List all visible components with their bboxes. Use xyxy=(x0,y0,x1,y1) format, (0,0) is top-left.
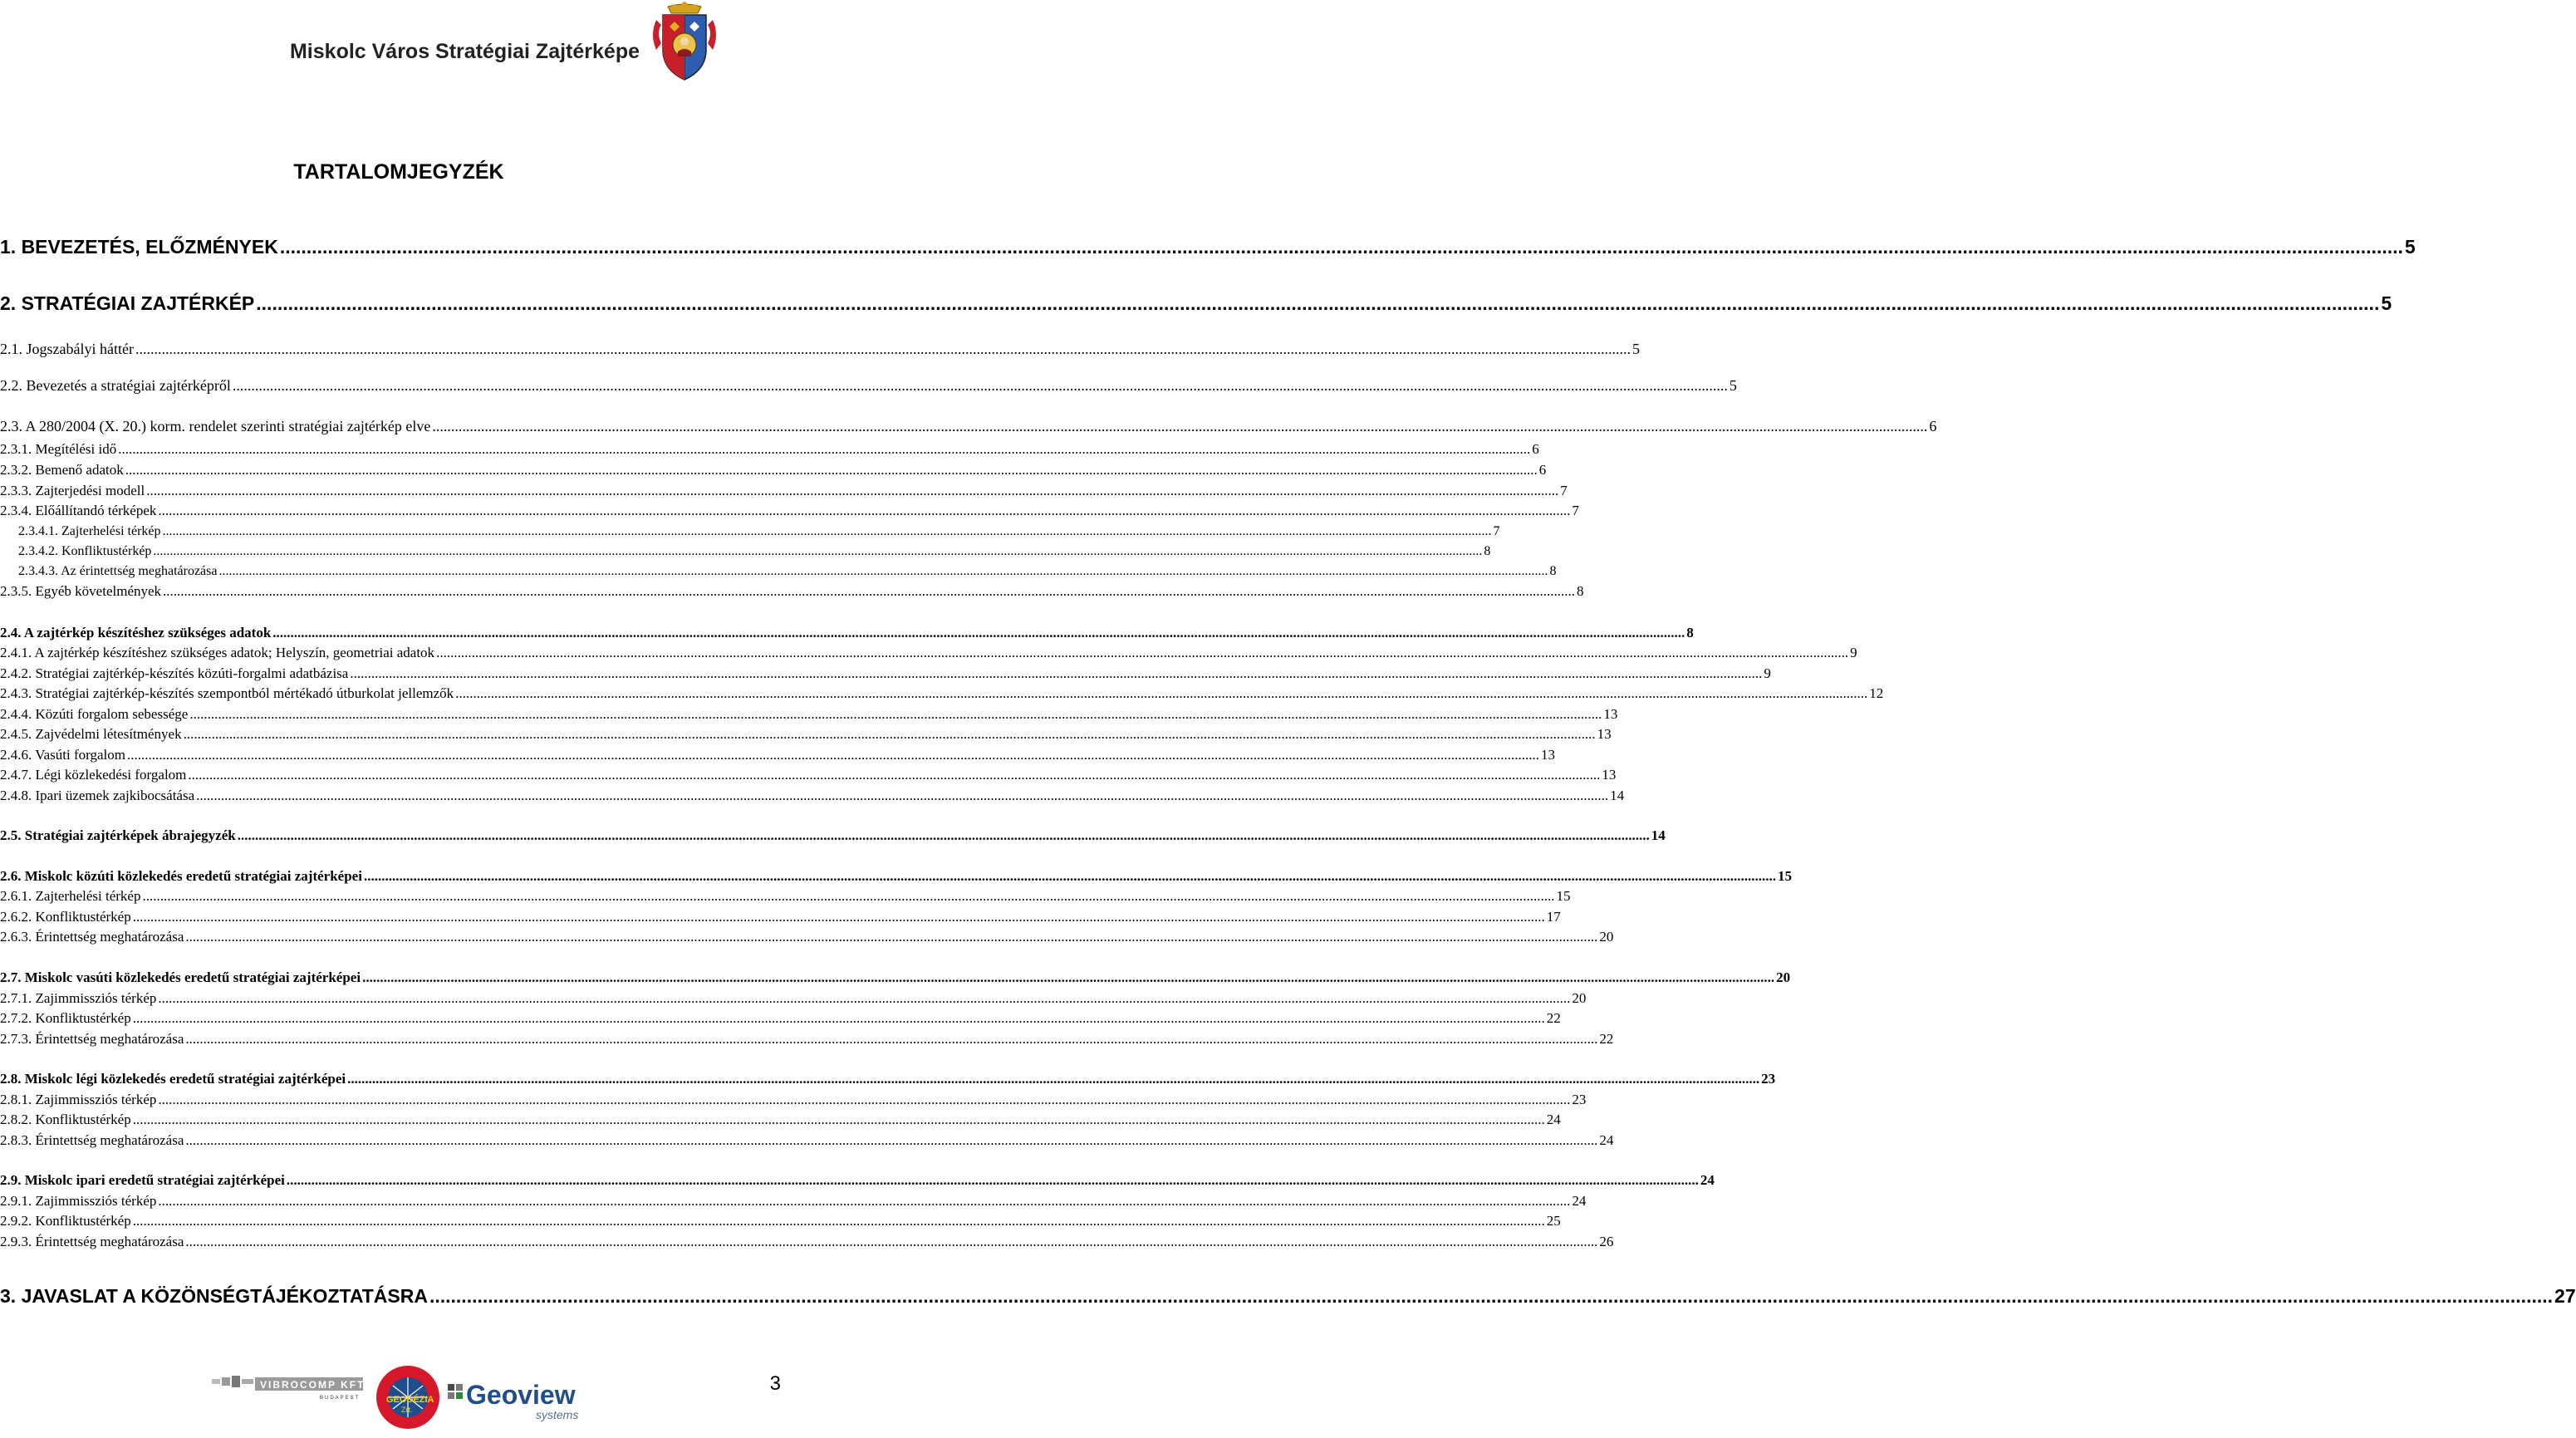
toc-heading: TARTALOMJEGYZÉK xyxy=(293,160,504,184)
toc-leader-dots: ................................................................................................................................................................................................................................................................................................................................................................................................................ xyxy=(146,483,1559,498)
vibrocomp-text: VIBROCOMP KFT xyxy=(260,1379,366,1391)
toc-entry-page: 22 xyxy=(1546,1010,1561,1026)
toc-entry-label: 2.4.3. Stratégiai zajtérkép-készítés szempontból mértékadó útburkolat jellemzők xyxy=(0,685,454,701)
toc-entry-label: 1. BEVEZETÉS, ELŐZMÉNYEK xyxy=(0,236,278,258)
toc-entry-label: 2.3.4.3. Az érintettség meghatározása xyxy=(18,564,218,578)
toc-leader-dots: ................................................................................................................................................................................................................................................................................................................................................................................................................ xyxy=(135,341,1631,357)
toc-entry[interactable] xyxy=(0,434,1539,457)
toc-entry[interactable] xyxy=(0,1004,1561,1026)
toc-leader-dots: ................................................................................................................................................................................................................................................................................................................................................................................................................ xyxy=(362,969,1775,985)
toc-entry[interactable] xyxy=(0,476,1568,498)
toc-entry-page: 13 xyxy=(1597,726,1612,742)
toc-entry-page: 27 xyxy=(2554,1285,2576,1307)
toc-entry-page: 7 xyxy=(1493,524,1500,538)
toc-leader-dots: ................................................................................................................................................................................................................................................................................................................................................................................................................ xyxy=(363,868,1776,884)
toc-entry-page: 15 xyxy=(1777,868,1792,884)
toc-entry-page: 5 xyxy=(2381,292,2392,314)
toc-entry-label: 2.8.1. Zajimmissziós térkép xyxy=(0,1092,157,1107)
toc-entry[interactable] xyxy=(0,821,1666,843)
toc-entry-page: 9 xyxy=(1850,645,1857,660)
geodezia-subtext: Zrt. xyxy=(401,1406,413,1414)
toc-entry[interactable] xyxy=(0,861,1792,884)
toc-entry-page: 6 xyxy=(1538,462,1547,478)
toc-entry-label: 2.3.4.2. Konfliktustérkép xyxy=(18,544,152,558)
toc-entry-page: 24 xyxy=(1546,1112,1561,1127)
toc-leader-dots: ................................................................................................................................................................................................................................................................................................................................................................................................................ xyxy=(132,909,1545,925)
page-number: 3 xyxy=(769,1372,781,1395)
toc-entry-label: 2.4. A zajtérkép készítéshez szükséges adatok xyxy=(0,625,272,640)
toc-entry[interactable] xyxy=(0,1206,1561,1229)
toc-entry-label: 2.3.1. Megítélési idő xyxy=(0,441,117,457)
geoview-text: Geoview xyxy=(466,1380,576,1410)
toc-entry[interactable] xyxy=(0,719,1612,742)
toc-entry-page: 6 xyxy=(1532,441,1539,457)
toc-entry-label: 2.3. A 280/2004 (X. 20.) korm. rendelet szerinti stratégiai zajtérkép elve xyxy=(0,418,431,434)
toc-entry-page: 7 xyxy=(1560,483,1568,498)
toc-entry-page: 8 xyxy=(1549,564,1557,578)
toc-leader-dots: ................................................................................................................................................................................................................................................................................................................................................................................................................ xyxy=(132,1010,1545,1026)
toc-entry-page: 8 xyxy=(1686,625,1694,640)
toc-leader-dots: ................................................................................................................................................................................................................................................................................................................................................................................................................ xyxy=(183,726,1596,742)
toc-leader-dots: ................................................................................................................................................................................................................................................................................................................................................................................................................ xyxy=(158,1092,1571,1107)
toc-entry-label: 2.5. Stratégiai zajtérképek ábrajegyzék xyxy=(0,827,236,843)
toc-entry-page: 6 xyxy=(1929,418,1937,434)
toc-leader-dots: ................................................................................................................................................................................................................................................................................................................................................................................................................ xyxy=(132,1213,1545,1229)
toc-entry-page: 5 xyxy=(1729,377,1737,394)
toc-leader-dots: ................................................................................................................................................................................................................................................................................................................................................................................................................ xyxy=(432,418,1928,434)
toc-entry[interactable] xyxy=(0,496,1579,518)
toc-leader-dots: ................................................................................................................................................................................................................................................................................................................................................................................................................ xyxy=(347,1071,1760,1087)
toc-entry-label: 2.3.4.1. Zajterhelési térkép xyxy=(18,524,161,538)
toc-entry-label: 3. JAVASLAT A KÖZÖNSÉGTÁJÉKOZTATÁSRA xyxy=(0,1285,428,1307)
toc-entry-page: 9 xyxy=(1764,665,1771,681)
toc-entry[interactable] xyxy=(0,679,1884,701)
toc-leader-dots: ................................................................................................................................................................................................................................................................................................................................................................................................................ xyxy=(158,503,1571,518)
toc-entry-label: 2.9.1. Zajimmissziós térkép xyxy=(0,1193,157,1209)
toc-leader-dots: ................................................................................................................................................................................................................................................................................................................................................................................................................ xyxy=(455,685,1868,701)
toc-leader-dots: ................................................................................................................................................................................................................................................................................................................................................................................................................ xyxy=(185,1031,1598,1047)
toc-entry[interactable] xyxy=(0,1085,1587,1107)
toc-entry-label: 2.9.3. Érintettség meghatározása xyxy=(0,1234,184,1249)
toc-leader-dots: ................................................................................................................................................................................................................................................................................................................................................................................................................ xyxy=(163,583,1576,599)
toc-entry-label: 2.3.2. Bemenő adatok xyxy=(0,462,124,478)
toc-entry-label: 2.8.3. Érintettség meghatározása xyxy=(0,1132,184,1148)
toc-entry-label: 2.7.3. Érintettség meghatározása xyxy=(0,1031,184,1047)
vibrocomp-subtext: BUDAPEST xyxy=(320,1396,361,1401)
toc-leader-dots: ................................................................................................................................................................................................................................................................................................................................................................................................................ xyxy=(196,788,1609,803)
toc-entry-page: 5 xyxy=(2404,236,2416,258)
geoview-subtext: systems xyxy=(536,1408,579,1421)
toc-entry-page: 8 xyxy=(1577,583,1584,599)
toc-entry-page: 25 xyxy=(1546,1213,1561,1229)
toc-entry[interactable] xyxy=(0,537,1491,558)
toc-entry[interactable] xyxy=(0,1284,2576,1307)
toc-entry[interactable] xyxy=(0,1186,1587,1209)
toc-entry[interactable] xyxy=(0,881,1571,904)
toc-leader-dots: ................................................................................................................................................................................................................................................................................................................................................................................................................ xyxy=(279,236,2403,258)
toc-leader-dots: ................................................................................................................................................................................................................................................................................................................................................................................................................ xyxy=(142,888,1555,904)
toc-leader-dots: ................................................................................................................................................................................................................................................................................................................................................................................................................ xyxy=(232,377,1728,394)
toc-entry-label: 2.2. Bevezetés a stratégiai zajtérképről xyxy=(0,377,231,394)
toc-entry-label: 2.4.5. Zajvédelmi létesítmények xyxy=(0,726,182,742)
toc-entry[interactable] xyxy=(0,781,1625,803)
toc-entry[interactable] xyxy=(0,699,1618,722)
toc-entry-label: 2.1. Jogszabályi háttér xyxy=(0,341,134,357)
vibrocomp-logo xyxy=(212,1376,365,1401)
toc-entry[interactable] xyxy=(0,1105,1561,1127)
toc-entry-label: 2.7. Miskolc vasúti közlekedés eredetű stratégiai zajtérképei xyxy=(0,969,361,985)
toc-entry[interactable] xyxy=(0,292,2392,314)
toc-entry-page: 13 xyxy=(1603,706,1618,722)
toc-entry-label: 2.6.3. Érintettség meghatározása xyxy=(0,929,184,945)
toc-entry[interactable] xyxy=(0,760,1617,783)
toc-leader-dots: ................................................................................................................................................................................................................................................................................................................................................................................................................ xyxy=(436,645,1849,660)
toc-entry[interactable] xyxy=(0,1166,1715,1188)
geodezia-text: GEODÉZIA xyxy=(386,1395,434,1405)
toc-entry[interactable] xyxy=(0,557,1557,578)
toc-entry[interactable] xyxy=(0,335,1640,357)
toc-entry-page: 15 xyxy=(1556,888,1571,904)
toc-leader-dots: ................................................................................................................................................................................................................................................................................................................................................................................................................ xyxy=(237,827,1650,843)
toc-entry-label: 2.9.2. Konfliktustérkép xyxy=(0,1213,131,1229)
toc-entry-label: 2.8. Miskolc légi közlekedés eredetű stratégiai zajtérképei xyxy=(0,1071,346,1087)
toc-leader-dots: ................................................................................................................................................................................................................................................................................................................................................................................................................ xyxy=(158,990,1571,1006)
toc-entry[interactable] xyxy=(0,659,1771,681)
toc-leader-dots: ................................................................................................................................................................................................................................................................................................................................................................................................................ xyxy=(185,1234,1598,1249)
toc-entry[interactable] xyxy=(0,902,1561,925)
toc-entry[interactable] xyxy=(0,1227,1614,1249)
toc-leader-dots: ................................................................................................................................................................................................................................................................................................................................................................................................................ xyxy=(185,929,1598,945)
footer-logos xyxy=(212,1361,611,1434)
geoview-logo xyxy=(448,1380,578,1421)
toc-entry[interactable] xyxy=(0,412,1937,434)
toc-entry[interactable] xyxy=(0,638,1857,660)
toc-entry-label: 2.6.1. Zajterhelési térkép xyxy=(0,888,141,904)
toc-leader-dots: ................................................................................................................................................................................................................................................................................................................................................................................................................ xyxy=(118,441,1531,457)
toc-leader-dots: ................................................................................................................................................................................................................................................................................................................................................................................................................ xyxy=(162,524,1492,538)
toc-entry-page: 14 xyxy=(1610,788,1625,803)
toc-leader-dots: ................................................................................................................................................................................................................................................................................................................................................................................................................ xyxy=(218,564,1548,578)
toc-entry[interactable] xyxy=(0,984,1587,1006)
toc-leader-dots: ................................................................................................................................................................................................................................................................................................................................................................................................................ xyxy=(429,1285,2554,1307)
toc-entry-page: 13 xyxy=(1540,747,1555,763)
toc-leader-dots: ................................................................................................................................................................................................................................................................................................................................................................................................................ xyxy=(188,767,1601,783)
toc-entry-label: 2.3.3. Zajterjedési modell xyxy=(0,483,145,498)
toc-entry-page: 24 xyxy=(1599,1132,1614,1148)
toc-entry-page: 23 xyxy=(1572,1092,1587,1107)
toc-entry-page: 20 xyxy=(1776,969,1791,985)
toc-leader-dots: ................................................................................................................................................................................................................................................................................................................................................................................................................ xyxy=(189,706,1602,722)
toc-entry-label: 2.4.4. Közúti forgalom sebessége xyxy=(0,706,189,722)
toc-entry-label: 2.4.2. Stratégiai zajtérkép-készítés közúti-forgalmi adatbázisa xyxy=(0,665,349,681)
toc-entry[interactable] xyxy=(0,1024,1614,1047)
toc-entry-page: 8 xyxy=(1484,544,1491,558)
toc-entry-label: 2.8.2. Konfliktustérkép xyxy=(0,1112,131,1127)
toc-entry[interactable] xyxy=(0,235,2416,258)
toc-leader-dots: ................................................................................................................................................................................................................................................................................................................................................................................................................ xyxy=(126,747,1539,763)
toc-entry-page: 24 xyxy=(1700,1172,1715,1188)
toc-entry-page: 24 xyxy=(1572,1193,1587,1209)
toc-leader-dots: ................................................................................................................................................................................................................................................................................................................................................................................................................ xyxy=(350,665,1763,681)
toc-entry-page: 17 xyxy=(1546,909,1561,925)
toc-entry-page: 13 xyxy=(1602,767,1617,783)
toc-entry-label: 2. STRATÉGIAI ZAJTÉRKÉP xyxy=(0,292,255,314)
toc-entry[interactable] xyxy=(0,455,1547,478)
toc-leader-dots: ................................................................................................................................................................................................................................................................................................................................................................................................................ xyxy=(132,1112,1545,1127)
toc-entry-page: 26 xyxy=(1599,1234,1614,1249)
toc-entry-page: 14 xyxy=(1651,827,1666,843)
toc-leader-dots: ................................................................................................................................................................................................................................................................................................................................................................................................................ xyxy=(125,462,1538,478)
toc-entry-page: 23 xyxy=(1761,1071,1776,1087)
toc-entry-page: 22 xyxy=(1599,1031,1614,1047)
toc-entry-label: 2.4.1. A zajtérkép készítéshez szükséges adatok; Helyszín, geometriai adatok xyxy=(0,645,435,660)
toc-entry-label: 2.6. Miskolc közúti közlekedés eredetű stratégiai zajtérképei xyxy=(0,868,362,884)
toc-entry[interactable] xyxy=(0,517,1500,538)
toc-leader-dots: ................................................................................................................................................................................................................................................................................................................................................................................................................ xyxy=(158,1193,1571,1209)
toc-entry[interactable] xyxy=(0,577,1584,599)
toc-entry-page: 20 xyxy=(1572,990,1587,1006)
toc-entry-label: 2.6.2. Konfliktustérkép xyxy=(0,909,131,925)
toc-entry-label: 2.4.8. Ipari üzemek zajkibocsátása xyxy=(0,788,195,803)
toc-leader-dots: ................................................................................................................................................................................................................................................................................................................................................................................................................ xyxy=(286,1172,1699,1188)
geodezia-logo xyxy=(376,1366,439,1429)
toc-entry[interactable] xyxy=(0,618,1694,640)
toc-entry[interactable] xyxy=(0,371,1737,394)
toc-entry-page: 7 xyxy=(1572,503,1579,518)
toc-entry-label: 2.4.7. Légi közlekedési forgalom xyxy=(0,767,187,783)
toc-entry[interactable] xyxy=(0,963,1791,985)
toc-leader-dots: ................................................................................................................................................................................................................................................................................................................................................................................................................ xyxy=(185,1132,1598,1148)
toc-entry[interactable] xyxy=(0,740,1555,763)
toc-entry-label: 2.7.2. Konfliktustérkép xyxy=(0,1010,131,1026)
toc-entry-page: 20 xyxy=(1599,929,1614,945)
document-title: Miskolc Város Stratégiai Zajtérképe xyxy=(289,40,640,63)
toc-leader-dots: ................................................................................................................................................................................................................................................................................................................................................................................................................ xyxy=(272,625,1685,640)
toc-entry-label: 2.4.6. Vasúti forgalom xyxy=(0,747,125,763)
toc-entry-label: 2.9. Miskolc ipari eredetű stratégiai zajtérképei xyxy=(0,1172,285,1188)
toc-entry[interactable] xyxy=(0,922,1614,945)
toc-leader-dots: ................................................................................................................................................................................................................................................................................................................................................................................................................ xyxy=(153,544,1483,558)
toc-entry-label: 2.7.1. Zajimmissziós térkép xyxy=(0,990,157,1006)
toc-entry[interactable] xyxy=(0,1064,1776,1087)
toc-entry-label: 2.3.5. Egyéb követelmények xyxy=(0,583,162,599)
toc-entry-label: 2.3.4. Előállítandó térképek xyxy=(0,503,157,518)
toc-entry-page: 12 xyxy=(1869,685,1884,701)
toc-entry-page: 5 xyxy=(1631,341,1640,357)
toc-entry[interactable] xyxy=(0,1126,1614,1148)
toc-leader-dots: ................................................................................................................................................................................................................................................................................................................................................................................................................ xyxy=(256,292,2380,314)
